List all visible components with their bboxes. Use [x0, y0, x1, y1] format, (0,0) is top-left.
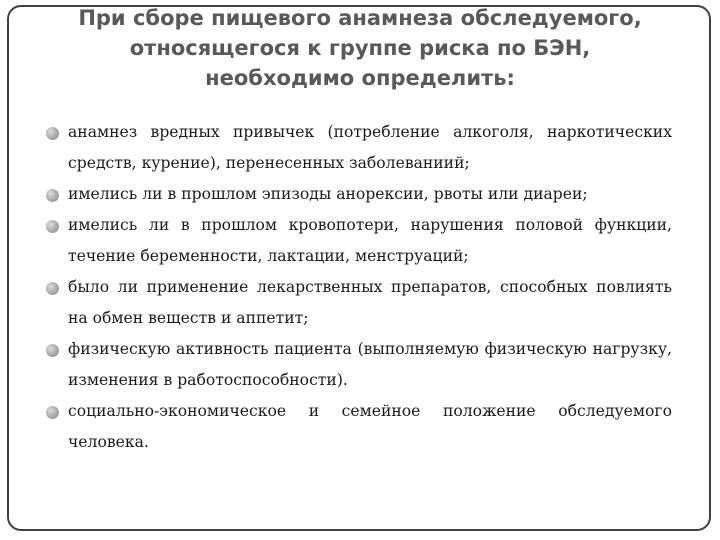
list-item [46, 210, 672, 272]
bullet-list [46, 117, 672, 458]
bullet-icon [46, 189, 59, 202]
list-item [46, 396, 672, 458]
list-item [46, 272, 672, 334]
list-item-text: социально-экономическое и семейное положение обследуемого человека. [68, 402, 672, 451]
list-item [46, 334, 672, 396]
list-item-text: было ли применение лекарственных препаратов, способных повлиять на обмен веществ и аппетит; [68, 278, 672, 327]
bullet-icon [46, 406, 59, 419]
bullet-icon [46, 282, 59, 295]
list-item-text: имелись ли в прошлом эпизоды анорексии, рвоты или диареи; [68, 185, 588, 203]
list-item-text: анамнез вредных привычек (потребление алкоголя, наркотических средств, курение), перенесенных заболеваниий; [68, 123, 672, 172]
list-item-text: физическую активность пациента (выполняемую физическую нагрузку, изменения в работоспособности). [68, 340, 672, 389]
list-item [46, 179, 672, 210]
title-line-1: При сборе пищевого анамнеза обследуемого, [78, 6, 642, 30]
bullet-icon [46, 127, 59, 140]
bullet-icon [46, 344, 59, 357]
title-line-2: относящегося к группе риска по БЭН, [129, 36, 591, 60]
title-line-3: необходимо определить: [205, 66, 515, 90]
list-item [46, 117, 672, 179]
list-item-text: имелись ли в прошлом кровопотери, нарушения половой функции, течение беременности, лактации, менструаций; [68, 216, 672, 265]
slide-title [40, 3, 680, 93]
bullet-icon [46, 220, 59, 233]
